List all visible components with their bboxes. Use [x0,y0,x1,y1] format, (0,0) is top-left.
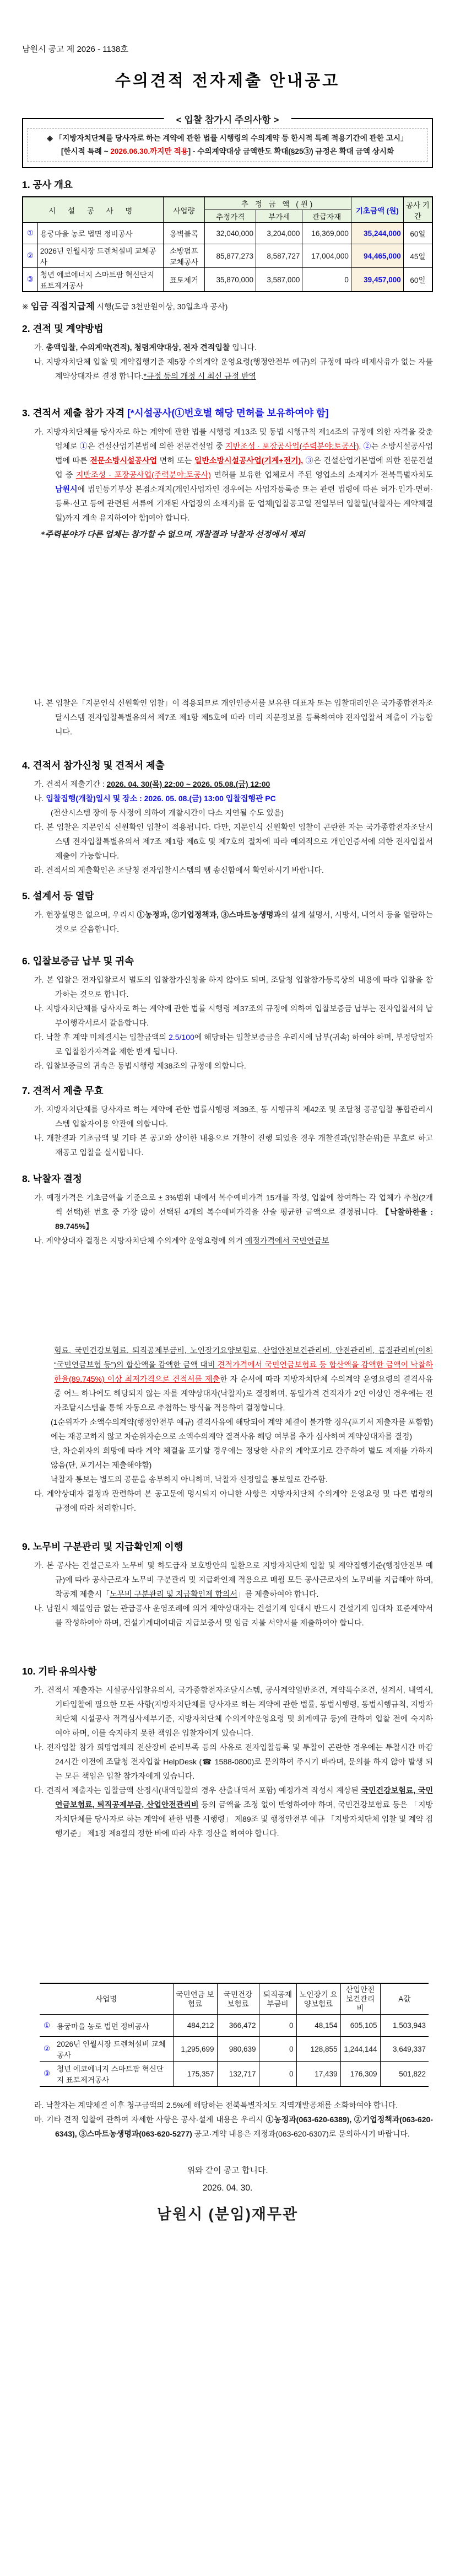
s6-item-ga: 가. 본 입찰은 전자입찰로서 별도의 입찰참가신청을 하지 않아도 되며, 조달청 입찰참가등록상의 내용에 따라 입찰을 참가하는 것으로 합니다. [34,975,433,999]
s7-item-na: 나. 개찰결과 기초금액 및 기타 본 공고와 상이한 내용으로 개찰이 진행 되었을 경우 개찰결과(입찰순위)를 무효로 하고 재공고 입찰을 실시합니다. [34,1134,433,1157]
col-header-vat: 부가세 [256,210,302,223]
col-header-project: 사업명 [40,1983,173,2015]
col-header-elder: 노인장기 요양보험료 [296,1983,340,2015]
table-row: ③ 청년 에코에너지 스마트팜 혁신단지 표토제거공사 175,357 132,717 0 17,439 176,309 501,822 [40,2062,429,2087]
project-name: 청년 에코에너지 스마트팜 혁신단지 표토제거공사 [37,268,163,292]
s8-item-na-start: 나. 계약상대자 결정은 지방자치단체 수의계약 운영요령에 의거 예정가격에서 국민연금보 [34,1236,329,1245]
p4-item-ra: 라. 낙찰자는 계약체결 이후 청구금액의 2.5%에 해당하는 전북특별자치도 지역개발공채를 소화하여야 합니다. [34,2101,398,2110]
col-header-a-value: A값 [380,1983,429,2015]
col-header-qty: 사업량 [163,197,205,223]
a-value-table [40,1983,429,2087]
s8-sub-1: (1순위자가 소액수의계약(행정안전부 예규) 결격사유에 해당되어 계약 체결이 불가할 경우(포기서 제출자를 포함함)에는 재공고하지 않고 차순위자순으로 소액수의계약 결격사유 해당 여부를 추가 심사하여 계약상대자를 결정) [51,1418,433,1441]
col-header-name: 시 설 공 사 명 [23,197,163,223]
col-header-pension: 국민연금 보험료 [173,1983,217,2015]
section-7-invalid [22,1083,433,1160]
col-header-retire: 퇴직공제 부금비 [259,1983,296,2015]
s4-item-na: 나. 입찰집행(개찰)일시 및 장소 : 2026. 05. 08.(금) 13:00 입찰집행관 PC [34,794,276,803]
s4-paren-note: (전산시스템 장애 등 사정에 의하여 개찰시간이 다소 지연될 수도 있음) [51,808,284,817]
caution-box-title: < 입찰 참가시 주의사항 > [164,112,291,126]
main-field-exclusion-note: *주력분야가 다른 업체는 참가할 수 없으며, 개찰결과 낙찰자 선정에서 제외 [41,530,305,539]
s10-item-ga: 가. 견적서 제출자는 시설공사입찰유의서, 국가종합전자조달시스템, 공사계약일반조건, 계약특수조건, 설계서, 내역서, 기타입찰에 필요한 모든 사항(지방자치단체를 당사자로 하는 계약에 관한 법률, 동법시행령, 동법시행규칙, 지방자치단체 시설공사 적격심사세부기준, 지방자치단체 수의계약운영요령 및 회계예규 등)에 관하여 입찰 전에 숙지하여야 하며, 이를 숙지하지 못한 책임은 입찰자에게 있습니다. [34,1686,433,1737]
project-name: 2026년 인월시장 드렌처설비 교체공사 [54,2037,173,2062]
section-2-contract-method [22,321,433,383]
s8-sub-3: 낙찰자 통보는 별도의 공문을 송부하지 아니하며, 낙찰자 선정일을 통보일로 간주함. [51,1475,328,1484]
col-header-health: 국민건강 보험료 [217,1983,259,2015]
section-8-continuation [22,1343,433,1515]
signer-title: 남원시 (분임)재무관 [156,2206,299,2223]
section-1-heading: 1. 공사 개요 [22,179,73,190]
section-7-heading: 7. 견적서 제출 무효 [22,1085,104,1096]
table-row: ② 2026년 인월시장 드렌처설비 교체공사 1,295,699 980,639 0 128,855 1,244,144 3,649,337 [40,2037,429,2062]
s6-item-na: 나. 지방자치단체를 당사자로 하는 계약에 관한 법률 시행령 제37조의 규정에 의하여 입찰보증금 납부는 전자입찰서의 납부이행각서로서 갈음합니다. [34,1004,433,1027]
table-row: ② 2026년 인월시장 드렌처설비 교체공사 소방펌프 교체공사 85,877,273 8,587,727 17,004,000 94,465,000 45일 [23,244,432,268]
table-row: ① 용궁마을 농로 법면 정비공사 484,212 366,472 0 48,154 605,105 1,503,943 [40,2015,429,2037]
section-4-heading: 4. 견적서 참가신청 및 견적서 제출 [22,760,165,771]
section-6-heading: 6. 입찰보증금 납부 및 귀속 [22,956,134,967]
table-row: ① 용궁마을 농로 법면 정비공사 옹벽블록 32,040,000 3,204,000 16,369,000 35,244,000 60일 [23,223,432,244]
section-5-heading: 5. 설계서 등 열람 [22,890,94,901]
page-title: 수의견적 전자제출 안내공고 [115,72,340,90]
project-name: 청년 에코에너지 스마트팜 혁신단지 표토제거공사 [54,2062,173,2087]
table-row: ③ 청년 에코에너지 스마트팜 혁신단지 표토제거공사 표토제거 35,870,000 3,587,000 0 39,457,000 60일 [23,268,432,292]
section-10-other-notes [22,1664,433,1840]
col-header-base-amount: 기초금액 (원) [351,197,403,223]
submission-period: 2026. 04. 30(목) 22:00 ~ 2026. 05.08.(금) 12:00 [106,780,270,788]
section-9-labor-cost [22,1539,433,1630]
contact-phone-numbers: ①농정과(063-620-6389), ②기업정책과(063-620-6343), ③스마트농생명과(063-620-5277) [55,2115,433,2138]
project-name: 용궁마을 농로 법면 정비공사 [54,2015,173,2037]
s9-item-na: 나. 남원시 체불임금 없는 관급공사 운영조례에 의거 계약상대자는 건설기계 임대시 반드시 건설기계 임대차 표준계약서를 작성하여야 하며, 건설기계대여대금 지급보증서 및 임금 지불 서약서를 제출하여야 합니다. [34,1604,433,1627]
section-3-eligibility [22,406,433,540]
a-value: 1,503,943 [380,2015,429,2037]
caution-box [22,115,433,168]
caution-deadline: 2026.06.30.까지만 적용 [110,147,188,155]
s8-item-na-cont: 험료, 국민건강보험료, 퇴직공제부금비, 노인장기요양보험료, 산업안전보건관리비, 안전관리비, 품질관리비(이하 “국민연금보험 등”)의 합산액을 감액한 금액 대비 견적가격에서 국민연금보험료 등 합산액을 감액한 금액이 낙찰하한율(89.745%) 이상 최저가격으로 견적서를 제출한 자 순서에 따라 지방자치단체 수의계약 운영요령의 결격사유 중 어느 하나에도 해당되지 않는 자를 계약상대자(낙찰자)로 결정하며, 동일가격 견적자가 2인 이상인 경우에는 전자조달시스템을 통해 자동으로 추첨하는 방식을 적용하여 결정합니다. [54,1346,434,1412]
notice-number: 남원시 공고 제 2026 - 1138호 [22,45,128,54]
s8-sub-2: 단, 차순위자의 희망에 따라 계약 체결을 포기할 경우에는 정당한 사유의 계약포기로 간주하여 별도 제재를 가하지 않음(단, 포기서는 제출해야함) [51,1446,433,1469]
base-amount: 94,465,000 [351,244,403,268]
section-2-heading: 2. 견적 및 계약방법 [22,323,104,334]
section-3-item-na: 나. 본 입찰은「지문인식 신원확인 입찰」이 적용되므로 개인인증서를 보유한 대표자 또는 입찰대리인은 국가종합전자조달시스템 전자입찰특별유의서 제7조 제1항 제5호에 따라 미리 지문정보를 등록하여야 전자입찰서 제출이 가능합니다. [34,699,433,736]
col-header-estimate: 추 정 금 액 (원) [205,197,351,210]
a-value: 501,822 [380,2062,429,2087]
section-5-viewing [22,889,433,936]
s6-item-ra: 라. 입찰보증금의 귀속은 동법시행령 제38조의 규정에 의합니다. [34,1061,246,1070]
s2-item-ga: 가. 총액입찰, 수의계약(견적), 청렴계약대상, 전자 견적입찰 입니다. [34,343,257,352]
construction-table [22,196,433,292]
section-6-deposit [22,954,433,1073]
a-value: 3,649,337 [380,2037,429,2062]
caution-line-1: ◈ 「지방자치단체를 당사자로 하는 계약에 관한 법률 시행령의 수의계약 등 한시적 특례 적용기간에 관한 고시」 [47,134,408,142]
s2-item-na: 나. 지방자치단체 입찰 및 계약집행기준 제5장 수의계약 운영요령(행정안전부 예규)의 규정에 따라 배제사유가 없는 자를 계약상대자로 결정 합니다.*규정 등의 개정 시 최신 규정 반영 [34,357,433,380]
s5-item-ga: 가. 현장설명은 없으며, 우리시 ①농정과, ②기업정책과, ③스마트농생명과의 설계 설명서, 시방서, 내역서 등을 열람하는 것으로 갈음합니다. [34,910,433,933]
s6-item-da: 다. 낙찰 후 계약 미체결시는 입찰금액의 2.5/100에 해당하는 입찰보증금을 우리시에 납부(귀속) 하여야 하며, 부정당업자로 입찰참가자격을 제한 받게 됩니다. [34,1033,433,1056]
s7-item-ga: 가. 지방자치단체를 당사자로 하는 계약에 관한 법률시행령 제39조, 동 시행규칙 제42조 및 조달청 공공입찰 통합관리시스템 입찰자이용 약관에 의합니다. [34,1105,433,1128]
base-amount: 35,244,000 [351,223,403,244]
p4-item-ma: 마. 기타 견적 입찰에 관하여 자세한 사항은 공사·설계 내용은 우리시 ①농정과(063-620-6389), ②기업정책과(063-620-6343), ③스마트농생명과(063-620-5277) 공고·계약 내용은 재정과(063-620-6307)로 문의하시기 바랍니다. [34,2115,433,2138]
wage-direct-payment-note: ※ 임금 직접지급제 시행(도급 3천만원이상, 30일초과 공사) [22,302,228,312]
col-header-period: 공사 기간 [403,197,432,223]
section-9-heading: 9. 노무비 구분관리 및 지급확인제 이행 [22,1541,183,1552]
opening-datetime: 입찰집행(개찰)일시 및 장소 : 2026. 05. 08.(금) 13:00 입찰집행관 PC [46,794,276,803]
base-amount: 39,457,000 [351,268,403,292]
section-1-overview [22,178,433,312]
section-8-winner-decision [22,1172,433,1248]
s10-item-da: 다. 견적서 제출자는 입찰금액 산정시(내역입찰의 경우 산출내역서 포함) 예정가격 작성시 계상된 국민건강보험료, 국민연금보험료, 퇴직공제부금, 산업안전관리비 등의 금액을 조정 없이 반영하여야 하며, 국민건강보험료 등은 「지방자치단체를 당사자로 하는 계약에 관한 법률 시행령」 제89조 및 행정안전부 예규 「지방자치단체 입찰 및 계약 집행기준」 제1장 제8절의 정한 바에 따라 사후 정산을 하여야 합니다. [34,1786,433,1838]
project-name: 2026년 인월시장 드렌처설비 교체공사 [37,244,163,268]
project-name: 용궁마을 농로 법면 정비공사 [37,223,163,244]
col-header-est-price: 추정가격 [205,210,256,223]
col-header-gov-material: 관급자재 [302,210,351,223]
section-10-heading: 10. 기타 유의사항 [22,1666,97,1677]
col-header-safety: 산업안전 보건관리비 [340,1983,380,2015]
s4-item-da: 다. 본 입찰은 지문인식 신원확인 입찰이 적용됩니다. 다만, 지문인식 신원확인 입찰이 곤란한 자는 국가종합전자조달시스템 전자입찰특별유의서 제7조 제1항 제6호 및 제7호의 절차에 따라 예외적으로 개인인증서에 의한 전자입찰서 제출이 가능합니다. [34,823,433,860]
s9-item-ga: 가. 본 공사는 건설근로자 노무비 및 하도급자 보호방안의 일환으로 지방자치단체 입찰 및 계약집행기준(행정안전부 예규)에 따라 공사근로자 노무비 구분관리 및 지급확인제 적용으로 매월 모든 공사근로자의 노무비를 지급해야 하며, 착공계 제출시「노무비 구분관리 및 지급확인제 합의서」를 제출하여야 합니다. [34,1561,433,1598]
section-3-heading: 3. 견적서 제출 참가 자격 [*시설공사(①번호별 해당 면허를 보유하여야 함] [22,407,329,418]
section-a-value [22,1983,433,2224]
closing-statement: 위와 같이 공고 합니다. [187,2166,268,2175]
announcement-date: 2026. 04. 30. [202,2183,253,2193]
caution-line-2: [한시적 특례 ~ 2026.06.30.까지만 적용] - 수의계약대상 금액한도 확대(§25③) 규정은 확대 금액 상시화 [61,147,394,155]
s4-item-ga: 가. 견적서 제출기간 : 2026. 04. 30(목) 22:00 ~ 2026. 05.08.(금) 12:00 [34,780,270,788]
s3-item-ga: 가. 지방자치단체를 당사자로 하는 계약에 관한 법률 시행령 제13조 및 동법 시행규칙 제14조의 규정에 의한 자격을 갖춘 업체로 ①은 건설산업기본법에 의한 전문건설업 중 지반조성 · 포장공사업(주력분야:토공사), ②는 소방시설공사업법에 따른 전문소방시설공사업 면허 또는 일반소방시설공사업(기계+전기), ③은 건설산업기본법에 의한 전문건설업 중 지반조성 · 포장공사업(주력분야:토공사) 면허를 보유한 업체로서 주된 영업소의 소재지가 전북특별자치도 남원시에 법인등기부상 본점소재지(개인사업자인 경우에는 사업자등록증 또는 관련 법령에 따른 허가·인가·면허·등록·신고 등에 관련된 서류에 기재된 사업장의 소재지)를 둔 업체[입찰공고일 전일부터 입찰일(낙찰자는 계약체결일)까지 계속 유지하여야 함]여야 합니다. [34,427,434,522]
s8-item-da: 다. 계약상대자 결정과 관련하여 본 공고문에 명시되지 아니한 사항은 지방자치단체 수의계약 운영요령 및 다른 법령의 규정에 따라 처리합니다. [34,1489,433,1512]
section-4-submission [22,758,433,877]
s4-item-ra: 라. 견적서의 제출확인은 조달청 전자입찰시스템의 웹 송신함에서 확인하시기 바랍니다. [34,866,324,874]
s8-item-ga: 가. 예정가격은 기초금액을 기준으로 ± 3%범위 내에서 복수예비가격 15개를 작성, 입찰에 참여하는 각 업체가 추첨(2개씩 선택)한 번호 중 가장 많이 선택된 4개의 복수예비가격을 산술 평균한 금액으로 결정됩니다. 【낙찰하한율 : 89.745%】 [34,1193,434,1231]
caution-box-body [28,128,427,162]
s10-item-na: 나. 전자입찰 참가 희망업체의 전산장비 준비부족 등의 사유로 전자입찰등록 및 투찰이 곤란한 경우에는 투찰시간 마감 24시간 이전에 조달청 전자입찰 HelpDesk (☎ 1588-0800)로 문의하여 주시기 바라며, 문의를 하지 않아 발생 되는 모든 책임은 입찰 참가자에게 있습니다. [34,1743,433,1780]
lower-limit-rate: 【낙찰하한율 : 89.745%】 [55,1208,434,1231]
section-8-heading: 8. 낙찰자 결정 [22,1173,82,1184]
